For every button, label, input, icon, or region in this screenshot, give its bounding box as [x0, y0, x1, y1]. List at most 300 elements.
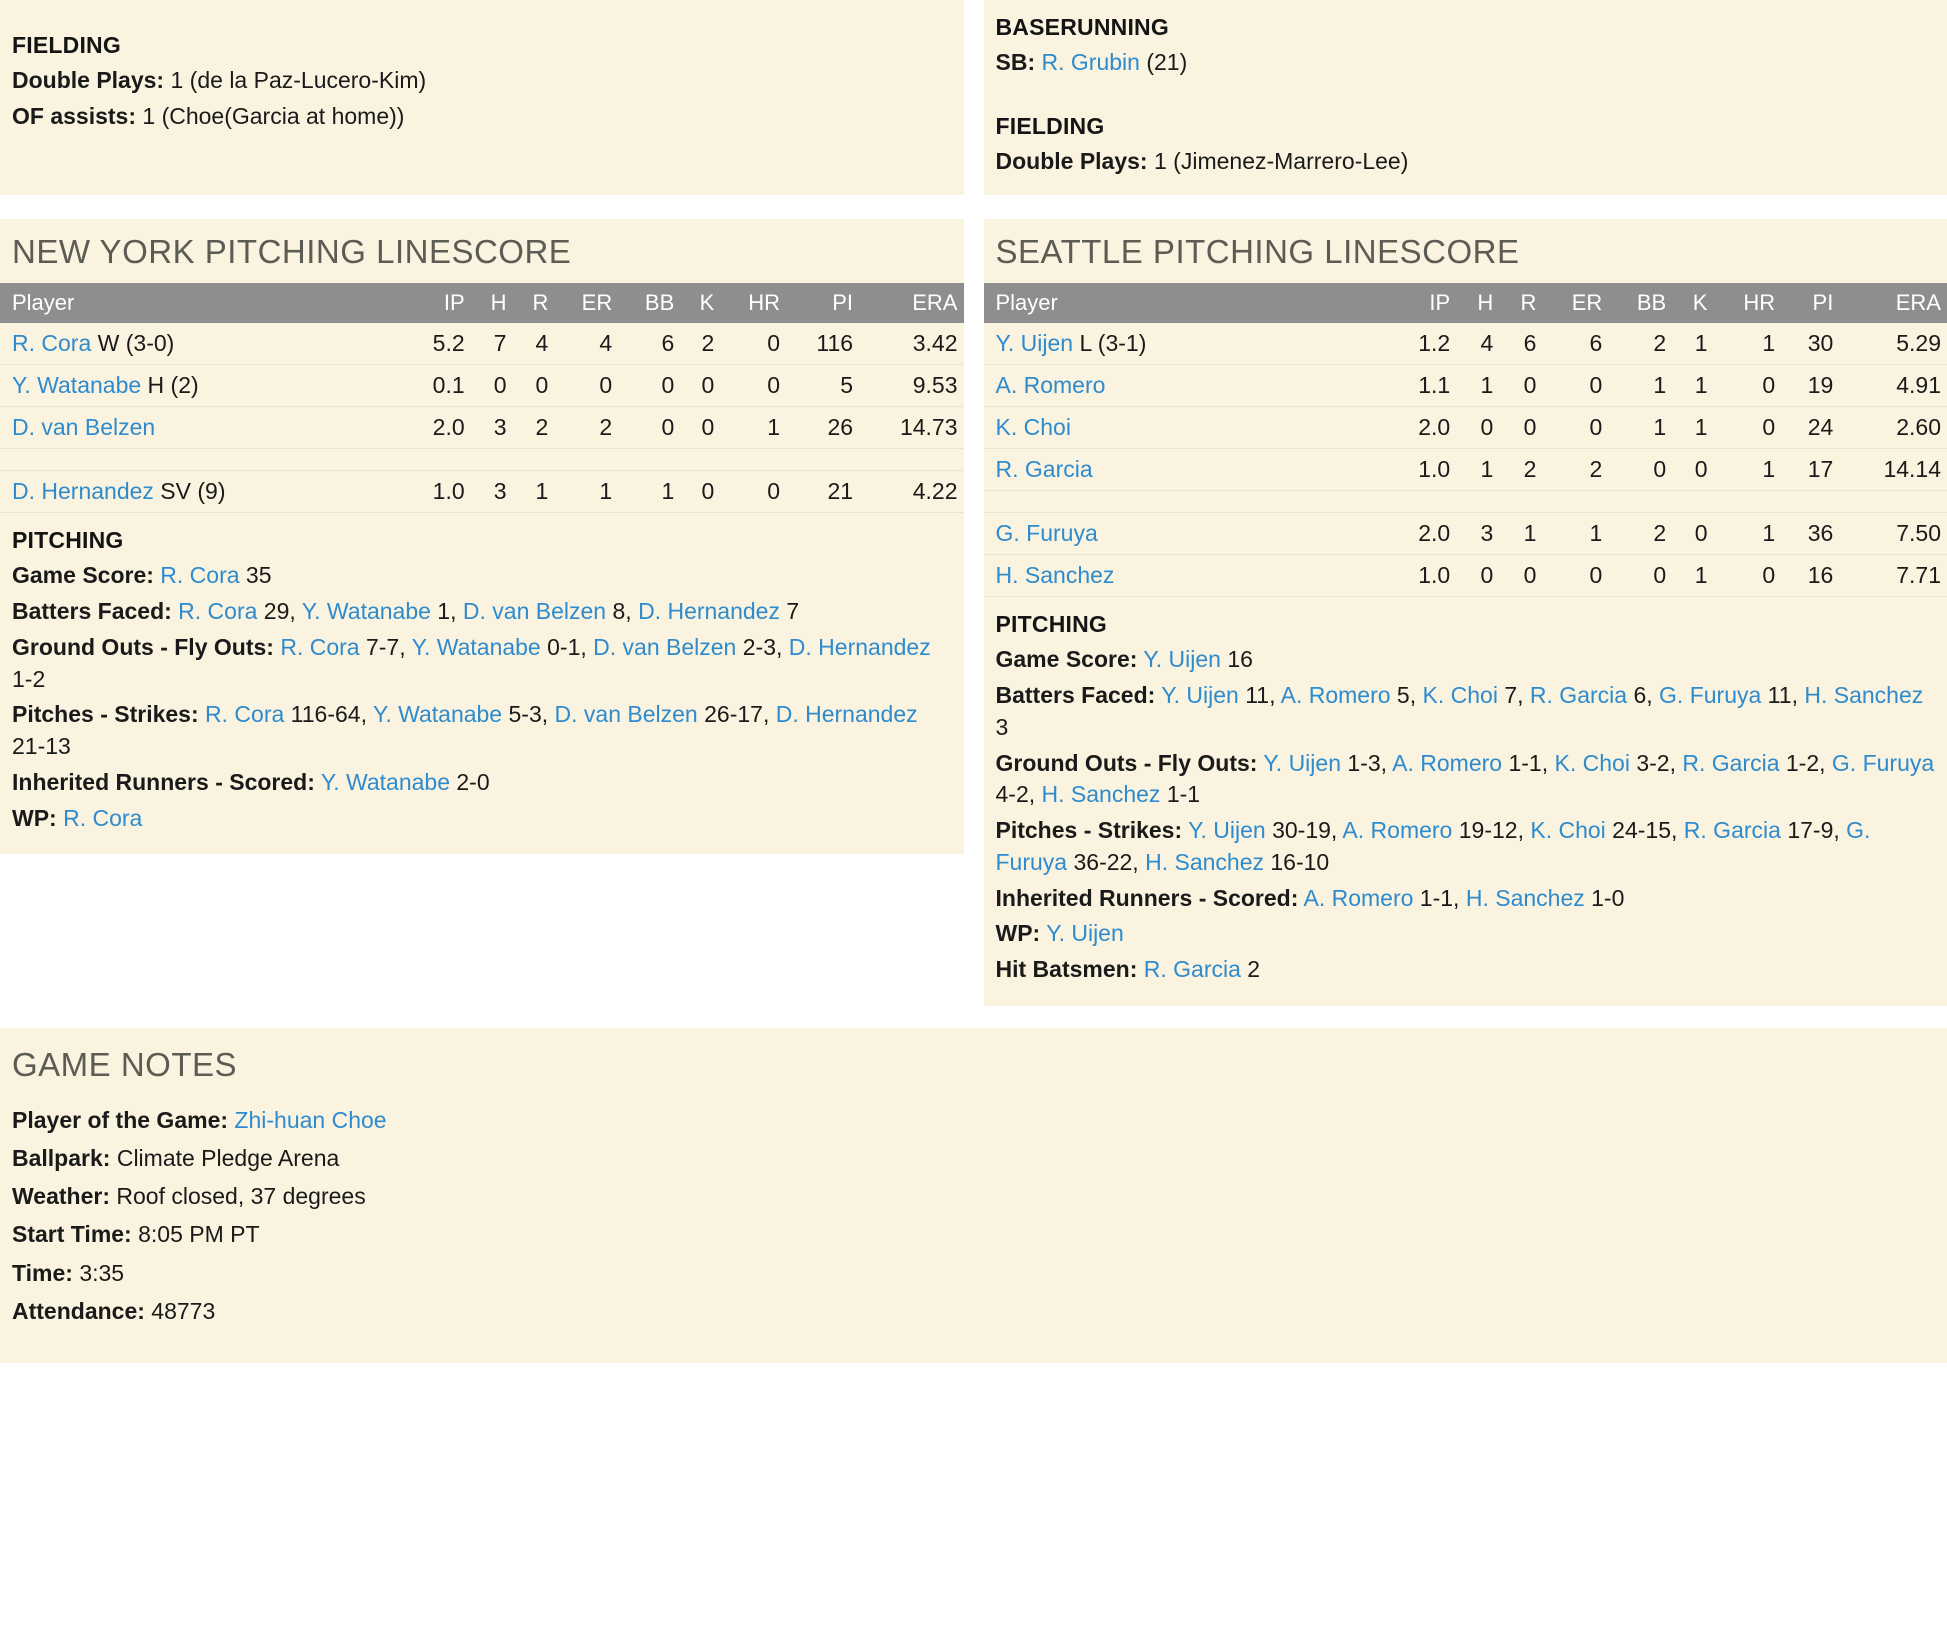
ip-cell: 2.0 — [405, 407, 471, 449]
h-cell: 0 — [1456, 555, 1499, 597]
table-header-row — [984, 283, 1947, 323]
of-assists-left-label: OF assists: — [12, 102, 136, 129]
player-link[interactable]: D. Hernandez — [775, 701, 918, 728]
pitching-note-line — [996, 883, 1936, 915]
hr-cell: 1 — [720, 407, 786, 449]
pitcher-decision: SV (9) — [153, 478, 226, 505]
col-ip: IP — [1388, 283, 1456, 323]
pitcher-name-link[interactable]: D. Hernandez — [12, 478, 154, 505]
hr-cell: 0 — [1713, 407, 1781, 449]
table-row — [984, 323, 1947, 365]
sb-label: SB: — [995, 49, 1036, 75]
table-row-blank — [0, 449, 964, 471]
game-note-line — [12, 1257, 1935, 1289]
pitcher-cell — [0, 471, 405, 513]
hr-cell: 1 — [1713, 449, 1781, 491]
pitching-note-label: Batters Faced: — [12, 598, 172, 625]
new-york-pitching-notes-list — [12, 560, 952, 834]
pitcher-cell — [0, 365, 405, 407]
r-cell: 2 — [513, 407, 555, 449]
player-link[interactable]: A. Romero — [1342, 817, 1453, 844]
pitcher-name-link[interactable]: H. Sanchez — [995, 562, 1115, 589]
col-r: R — [513, 283, 555, 323]
game-note-value: 8:05 PM PT — [131, 1221, 260, 1248]
note-value: 11, — [1761, 682, 1805, 709]
table-row-blank — [984, 491, 1947, 513]
ip-cell: 1.1 — [1388, 365, 1456, 407]
game-note-value: 3:35 — [72, 1259, 125, 1286]
of-assists-left — [12, 101, 952, 133]
game-note-line — [12, 1142, 1935, 1174]
pitcher-name-link[interactable]: K. Choi — [995, 414, 1071, 441]
fielding-heading-right: FIELDING — [995, 112, 1105, 139]
pitcher-name-link[interactable]: R. Cora — [12, 330, 92, 357]
double-plays-left-value: 1 (de la Paz-Lucero-Kim) — [164, 67, 427, 93]
game-note-line — [12, 1180, 1935, 1212]
player-link[interactable]: R. Garcia — [1682, 749, 1780, 776]
h-cell: 1 — [1456, 365, 1499, 407]
game-note-label: Time: — [12, 1259, 73, 1286]
hr-cell: 1 — [1713, 323, 1781, 365]
stolen-bases-right — [996, 47, 1936, 79]
bb-cell: 6 — [618, 323, 680, 365]
new-york-pitching-title: NEW YORK PITCHING LINESCORE — [12, 233, 572, 271]
k-cell: 1 — [1672, 365, 1713, 407]
pi-cell: 17 — [1781, 449, 1839, 491]
note-value: 116-64, — [284, 701, 373, 728]
pi-cell: 116 — [786, 323, 859, 365]
player-link[interactable]: Y. Watanabe — [411, 633, 541, 660]
bb-cell: 2 — [1608, 513, 1672, 555]
era-cell: 7.50 — [1839, 513, 1947, 555]
pitching-note-line — [996, 680, 1936, 743]
ip-cell: 0.1 — [405, 365, 471, 407]
seattle-pitching-panel — [984, 219, 1947, 1005]
hr-cell: 0 — [1713, 365, 1781, 407]
pitcher-cell — [0, 407, 405, 449]
bb-cell: 1 — [618, 471, 680, 513]
table-row — [984, 513, 1947, 555]
note-value: 1-2 — [12, 665, 46, 692]
pitching-note-line — [12, 699, 952, 762]
era-cell: 14.14 — [1839, 449, 1947, 491]
top-notes-row — [0, 0, 1947, 195]
pi-cell: 26 — [786, 407, 859, 449]
ip-cell: 2.0 — [1388, 513, 1456, 555]
note-value: 19-12, — [1452, 817, 1531, 844]
table-row — [0, 471, 964, 513]
pi-cell: 24 — [1781, 407, 1839, 449]
seattle-pitching-head — [984, 283, 1947, 323]
col-h: H — [1456, 283, 1499, 323]
home-team-notes-panel — [984, 0, 1947, 195]
r-cell: 0 — [513, 365, 555, 407]
r-cell: 0 — [1499, 365, 1542, 407]
pitching-note-label: Ground Outs - Fly Outs: — [995, 749, 1258, 776]
double-plays-left — [12, 65, 952, 97]
pitching-note-line — [12, 632, 952, 695]
col-player: Player — [0, 283, 405, 323]
player-link[interactable]: G. Furuya — [995, 817, 1871, 875]
r-cell: 2 — [1499, 449, 1542, 491]
double-plays-left-label: Double Plays: — [12, 67, 165, 93]
col-k: K — [680, 283, 720, 323]
pi-cell: 5 — [786, 365, 859, 407]
r-cell: 1 — [513, 471, 555, 513]
double-plays-right — [996, 146, 1936, 178]
seattle-pitching-title: SEATTLE PITCHING LINESCORE — [995, 233, 1520, 271]
era-cell: 3.42 — [859, 323, 963, 365]
pitcher-cell — [984, 555, 1389, 597]
player-link[interactable]: Y. Uijen — [1182, 817, 1266, 844]
new-york-pitching-table — [0, 283, 964, 513]
ip-cell: 2.0 — [1388, 407, 1456, 449]
player-link[interactable]: D. Hernandez — [638, 598, 780, 625]
note-value: 5-3, — [502, 701, 555, 728]
game-note-label: Player of the Game: — [12, 1106, 229, 1133]
col-hr: HR — [1713, 283, 1781, 323]
er-cell: 0 — [554, 365, 618, 407]
note-value: 5, — [1390, 682, 1423, 709]
pitcher-decision: H (2) — [141, 372, 199, 399]
pi-cell: 21 — [786, 471, 859, 513]
pitching-note-label: Pitches - Strikes: — [12, 701, 199, 728]
pitching-note-line — [12, 560, 952, 592]
note-value: 7 — [779, 598, 800, 625]
player-link[interactable]: H. Sanchez — [1804, 682, 1924, 709]
pitching-note-label: Inherited Runners - Scored: — [995, 884, 1299, 911]
pi-cell: 36 — [1781, 513, 1839, 555]
note-value: 3-2, — [1629, 749, 1683, 776]
note-value: 1-1, — [1413, 884, 1466, 911]
player-link[interactable]: K. Choi — [1554, 749, 1630, 776]
pitcher-name-link[interactable]: Y. Watanabe — [12, 372, 142, 399]
er-cell: 0 — [1542, 365, 1608, 407]
pi-cell: 19 — [1781, 365, 1839, 407]
er-cell: 2 — [1542, 449, 1608, 491]
era-cell: 7.71 — [1839, 555, 1947, 597]
pitching-note-line — [996, 954, 1936, 986]
note-value: 7, — [1497, 682, 1530, 709]
bb-cell: 2 — [1608, 323, 1672, 365]
note-value: 30-19, — [1265, 817, 1343, 844]
pitcher-name-link[interactable]: R. Garcia — [995, 456, 1093, 483]
player-link[interactable]: Y. Uijen — [1257, 749, 1341, 776]
col-k: K — [1672, 283, 1713, 323]
pitcher-name-link[interactable]: Y. Uijen — [995, 330, 1074, 357]
r-cell: 1 — [1499, 513, 1542, 555]
new-york-pitching-notes — [0, 513, 964, 854]
game-note-value: Climate Pledge Arena — [110, 1145, 340, 1171]
game-note-value: Roof closed, 37 degrees — [110, 1183, 366, 1210]
ip-cell: 1.0 — [1388, 555, 1456, 597]
hr-cell: 0 — [720, 365, 786, 407]
seattle-pitching-table — [984, 283, 1947, 597]
k-cell: 0 — [680, 407, 720, 449]
baserunning-heading-right: BASERUNNING — [995, 14, 1169, 40]
player-link[interactable]: Y. Watanabe — [314, 768, 450, 795]
era-cell: 14.73 — [859, 407, 963, 449]
pitcher-cell — [984, 449, 1389, 491]
note-value: 2-0 — [450, 768, 490, 795]
era-cell: 5.29 — [1839, 323, 1947, 365]
away-team-notes-panel — [0, 0, 964, 195]
row-gap — [0, 195, 1947, 219]
player-link[interactable]: R. Garcia — [1683, 817, 1781, 844]
k-cell: 0 — [1672, 449, 1713, 491]
table-row — [0, 323, 964, 365]
bb-cell: 0 — [1608, 555, 1672, 597]
era-cell: 4.91 — [1839, 365, 1947, 407]
pitching-note-label: Ground Outs - Fly Outs: — [12, 633, 274, 660]
bb-cell: 0 — [618, 407, 680, 449]
note-value: 21-13 — [12, 733, 71, 760]
h-cell: 7 — [471, 323, 513, 365]
h-cell: 1 — [1456, 449, 1499, 491]
pitcher-cell — [984, 513, 1389, 555]
pitching-note-label: Hit Batsmen: — [995, 956, 1138, 983]
hr-cell: 0 — [720, 323, 786, 365]
note-value: 4-2, — [995, 781, 1042, 808]
pitcher-cell — [984, 365, 1389, 407]
game-note-link[interactable]: Zhi-huan Choe — [228, 1106, 387, 1133]
k-cell: 1 — [1672, 323, 1713, 365]
r-cell: 0 — [1499, 407, 1542, 449]
pitching-note-line — [996, 918, 1936, 950]
er-cell: 0 — [1542, 407, 1608, 449]
player-link[interactable]: G. Furuya — [1831, 749, 1935, 776]
seattle-pitching-body — [984, 323, 1947, 597]
pitcher-name-link[interactable]: G. Furuya — [995, 520, 1098, 547]
player-link[interactable]: A. Romero — [1280, 682, 1391, 709]
pitching-note-label: Batters Faced: — [995, 682, 1156, 709]
double-plays-right-label: Double Plays: — [995, 147, 1148, 174]
er-cell: 4 — [554, 323, 618, 365]
col-ip: IP — [405, 283, 471, 323]
h-cell: 3 — [1456, 513, 1499, 555]
note-value: 36-22, — [1067, 848, 1146, 875]
player-link[interactable]: R. Cora — [198, 701, 285, 728]
pitcher-name-link[interactable]: D. van Belzen — [12, 414, 156, 441]
player-link[interactable]: K. Choi — [1422, 682, 1498, 709]
h-cell: 3 — [471, 407, 513, 449]
game-note-label: Start Time: — [12, 1221, 132, 1248]
col-er: ER — [554, 283, 618, 323]
note-value: 6, — [1627, 682, 1660, 709]
k-cell: 1 — [1672, 555, 1713, 597]
h-cell: 0 — [471, 365, 513, 407]
game-note-label: Attendance: — [12, 1297, 145, 1324]
pitcher-decision: L (3-1) — [1073, 330, 1147, 357]
player-link[interactable]: H. Sanchez — [1465, 884, 1585, 911]
game-note-line — [12, 1295, 1935, 1327]
col-pi: PI — [786, 283, 859, 323]
era-cell: 4.22 — [859, 471, 963, 513]
new-york-pitching-panel — [0, 219, 964, 854]
note-value: 8, — [606, 598, 639, 625]
h-cell: 0 — [1456, 407, 1499, 449]
table-row — [984, 555, 1947, 597]
seattle-pitching-notes-heading: PITCHING — [995, 611, 1107, 638]
note-value: 1-2, — [1779, 749, 1832, 776]
note-value: 1, — [430, 598, 463, 625]
era-cell: 9.53 — [859, 365, 963, 407]
ip-cell: 1.0 — [405, 471, 471, 513]
col-era: ERA — [859, 283, 963, 323]
player-link[interactable]: Y. Uijen — [1040, 920, 1124, 947]
pi-cell: 16 — [1781, 555, 1839, 597]
col-player: Player — [984, 283, 1389, 323]
player-link[interactable]: D. van Belzen — [554, 701, 698, 728]
pitcher-cell — [0, 323, 405, 365]
pitcher-decision: W (3-0) — [91, 330, 175, 357]
er-cell: 0 — [1542, 555, 1608, 597]
note-value: 2 — [1240, 956, 1261, 983]
player-link[interactable]: R. Garcia — [1137, 956, 1241, 983]
notes-spacer — [996, 83, 1936, 109]
player-link[interactable]: Y. Uijen — [1155, 682, 1239, 709]
player-link[interactable]: R. Cora — [153, 562, 240, 589]
k-cell: 1 — [1672, 407, 1713, 449]
note-value: 1-1 — [1160, 781, 1201, 808]
new-york-pitching-body — [0, 323, 964, 513]
er-cell: 1 — [1542, 513, 1608, 555]
pitcher-cell — [984, 407, 1389, 449]
blank-cell — [0, 449, 964, 471]
player-link[interactable]: H. Sanchez — [1145, 848, 1264, 875]
col-hr: HR — [720, 283, 786, 323]
table-header-row — [0, 283, 964, 323]
pitcher-name-link[interactable]: A. Romero — [995, 372, 1106, 399]
note-value: 0-1, — [540, 633, 594, 660]
hr-cell: 0 — [1713, 555, 1781, 597]
pitching-note-label: WP: — [995, 920, 1041, 947]
r-cell: 6 — [1499, 323, 1542, 365]
pitching-note-label: Inherited Runners - Scored: — [12, 768, 315, 795]
k-cell: 0 — [680, 471, 720, 513]
player-link[interactable]: A. Romero — [1392, 749, 1503, 776]
ip-cell: 1.2 — [1388, 323, 1456, 365]
player-link[interactable]: R. Cora — [273, 633, 360, 660]
col-era: ERA — [1839, 283, 1947, 323]
note-value: 26-17, — [697, 701, 776, 728]
game-note-label: Ballpark: — [12, 1145, 111, 1171]
hr-cell: 1 — [1713, 513, 1781, 555]
h-cell: 4 — [1456, 323, 1499, 365]
of-assists-left-value: 1 (Choe(Garcia at home)) — [136, 102, 405, 129]
er-cell: 1 — [554, 471, 618, 513]
note-value: 2-3, — [736, 633, 789, 660]
note-value: 11, — [1238, 682, 1281, 709]
pitching-note-line — [12, 596, 952, 628]
table-row — [0, 365, 964, 407]
pitching-note-line — [12, 767, 952, 799]
pitching-note-line — [996, 748, 1936, 811]
sb-player-link[interactable]: R. Grubin — [1035, 49, 1140, 75]
note-value: 1-3, — [1340, 749, 1393, 776]
note-value: 35 — [239, 562, 272, 589]
seattle-pitching-notes — [984, 597, 1947, 1005]
pitching-note-label: WP: — [12, 804, 57, 831]
pitching-linescore-row — [0, 219, 1947, 1005]
col-r: R — [1499, 283, 1542, 323]
player-link[interactable]: K. Choi — [1530, 817, 1606, 844]
note-value: 7-7, — [359, 633, 412, 660]
new-york-pitching-notes-heading: PITCHING — [12, 527, 124, 554]
note-value: 29, — [257, 598, 302, 625]
player-link[interactable]: H. Sanchez — [1041, 781, 1161, 808]
player-link[interactable]: R. Garcia — [1529, 682, 1628, 709]
h-cell: 3 — [471, 471, 513, 513]
ip-cell: 1.0 — [1388, 449, 1456, 491]
game-note-value: 48773 — [144, 1297, 216, 1324]
note-value: 3 — [995, 713, 1009, 740]
player-link[interactable]: R. Cora — [171, 598, 258, 625]
note-value: 24-15, — [1605, 817, 1684, 844]
table-row — [984, 365, 1947, 407]
pitching-note-label: Pitches - Strikes: — [995, 817, 1183, 844]
table-row — [984, 407, 1947, 449]
era-cell: 2.60 — [1839, 407, 1947, 449]
col-h: H — [471, 283, 513, 323]
pitcher-cell — [984, 323, 1389, 365]
k-cell: 2 — [680, 323, 720, 365]
pitching-note-label: Game Score: — [995, 646, 1138, 673]
bb-cell: 1 — [1608, 407, 1672, 449]
bb-cell: 0 — [618, 365, 680, 407]
pitching-note-label: Game Score: — [12, 562, 154, 589]
er-cell: 2 — [554, 407, 618, 449]
game-notes-panel — [0, 1028, 1947, 1363]
table-row — [984, 449, 1947, 491]
r-cell: 4 — [513, 323, 555, 365]
player-link[interactable]: D. van Belzen — [462, 598, 607, 625]
pitching-note-line — [12, 803, 952, 835]
player-link[interactable]: D. van Belzen — [593, 633, 737, 660]
bb-cell: 1 — [1608, 365, 1672, 407]
note-value: 16 — [1220, 646, 1253, 673]
player-link[interactable]: R. Cora — [56, 804, 143, 831]
sb-count: (21) — [1139, 49, 1188, 75]
player-link[interactable]: Y. Uijen — [1137, 646, 1221, 673]
col-bb: BB — [618, 283, 680, 323]
new-york-pitching-head — [0, 283, 964, 323]
player-link[interactable]: Y. Watanabe — [372, 701, 503, 728]
pitching-note-line — [996, 815, 1936, 878]
player-link[interactable]: A. Romero — [1298, 884, 1414, 911]
col-bb: BB — [1608, 283, 1672, 323]
ip-cell: 5.2 — [405, 323, 471, 365]
game-note-line — [12, 1218, 1935, 1250]
k-cell: 0 — [1672, 513, 1713, 555]
blank-cell — [984, 491, 1947, 513]
player-link[interactable]: G. Furuya — [1659, 682, 1762, 709]
game-note-line — [12, 1104, 1935, 1136]
note-value: 16-10 — [1264, 848, 1330, 875]
player-link[interactable]: Y. Watanabe — [301, 598, 431, 625]
bb-cell: 0 — [1608, 449, 1672, 491]
game-note-label: Weather: — [12, 1183, 110, 1210]
pi-cell: 30 — [1781, 323, 1839, 365]
pitching-note-line — [996, 644, 1936, 676]
note-value: 1-1, — [1502, 749, 1555, 776]
fielding-heading-left: FIELDING — [12, 32, 121, 58]
player-link[interactable]: D. Hernandez — [788, 633, 931, 660]
note-value: 17-9, — [1780, 817, 1847, 844]
col-er: ER — [1542, 283, 1608, 323]
note-value: 1-0 — [1584, 884, 1625, 911]
game-notes-list — [12, 1104, 1935, 1327]
